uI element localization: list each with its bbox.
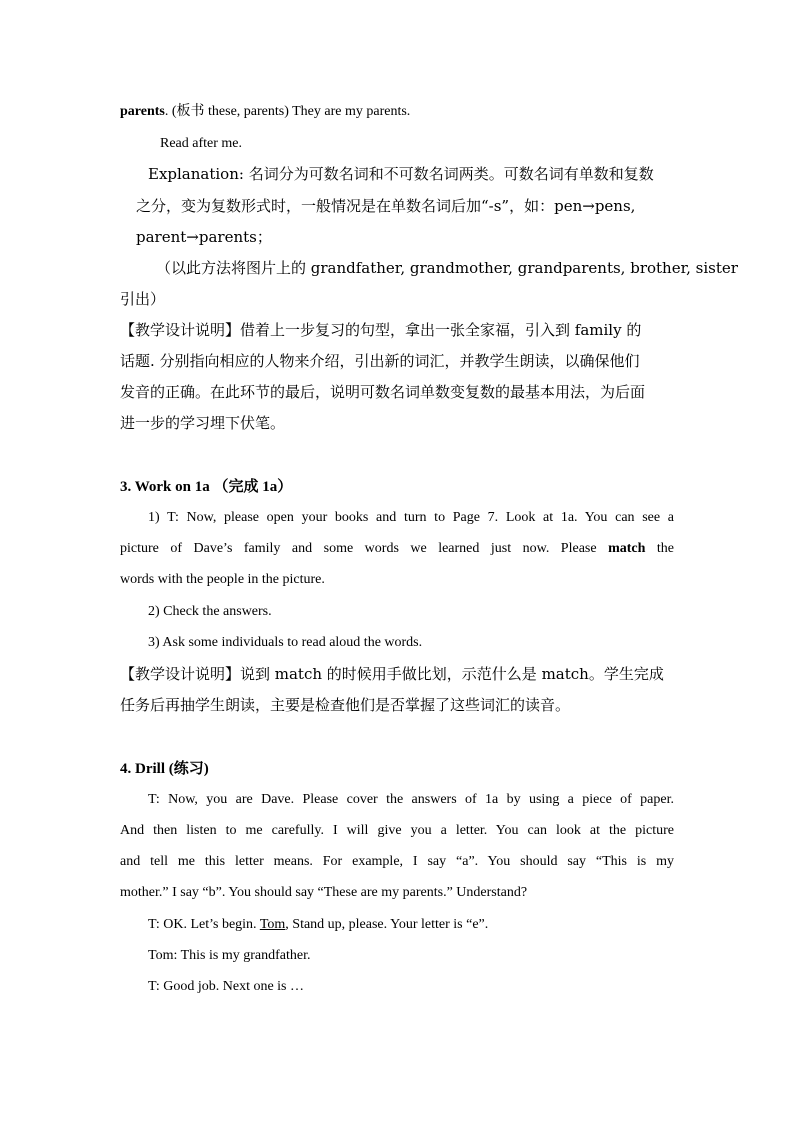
- bold-word: match: [608, 541, 646, 556]
- design-note-line: 发音的正确。在此环节的最后，说明可数名词单数变复数的最基本用法，为后面: [120, 383, 646, 401]
- paragraph-line: [148, 915, 488, 935]
- section-heading: 4. Drill (练习): [120, 761, 209, 777]
- paragraph-line: and tell me this letter means. For example, I say “a”. You should say “This is my: [120, 854, 674, 869]
- paragraph-line: （以此方法将图片上的 grandfather, grandmother, grandparents, brother, sister: [156, 259, 738, 277]
- design-note-line: 进一步的学习埋下伏笔。: [120, 414, 286, 432]
- line-text: picture of Dave’s family and some words we learned just now. Please: [120, 541, 609, 556]
- bold-word: parents: [120, 104, 165, 119]
- design-note-line: 【教学设计说明】说到 match 的时候用手做比划，示范什么是 match。学生完成: [120, 665, 664, 683]
- line-text: T: OK. Let’s begin.: [148, 917, 260, 932]
- paragraph-line: 3) Ask some individuals to read aloud the words.: [148, 635, 423, 650]
- section-heading: 3. Work on 1a （完成 1a）: [120, 479, 293, 495]
- line-text: the: [645, 541, 675, 556]
- paragraph-line: [120, 539, 674, 559]
- paragraph-line: Tom: This is my grandfather.: [148, 948, 311, 963]
- line-text: . (板书 these, parents) They are my parents.: [164, 104, 411, 119]
- design-note-line: 【教学设计说明】借着上一步复习的句型，拿出一张全家福，引入到 family 的: [120, 321, 642, 339]
- paragraph-line: Explanation: 名词分为可数名词和不可数名词两类。可数名词有单数和复数: [148, 165, 654, 183]
- paragraph-line: 之分，变为复数形式时，一般情况是在单数名词后加“-s”，如：pen→pens,: [136, 197, 636, 215]
- paragraph-line: T: Now, you are Dave. Please cover the answers of 1a by using a piece of paper.: [148, 792, 674, 807]
- paragraph-line: parent→parents；: [136, 228, 272, 246]
- underlined-name: Tom: [259, 917, 286, 932]
- paragraph-line: 1) T: Now, please open your books and turn to Page 7. Look at 1a. You can see a: [148, 510, 674, 525]
- paragraph-line: words with the people in the picture.: [120, 572, 325, 587]
- paragraph-line: And then listen to me carefully. I will give you a letter. You can look at the picture: [120, 823, 674, 838]
- paragraph-line: Read after me.: [160, 136, 243, 151]
- paragraph-line: [120, 102, 410, 122]
- paragraph-line: T: Good job. Next one is …: [148, 979, 305, 994]
- design-note-line: 话题. 分别指向相应的人物来介绍，引出新的词汇，并教学生朗读，以确保他们: [120, 352, 640, 370]
- paragraph-line: 引出）: [120, 290, 166, 308]
- paragraph-line: 2) Check the answers.: [148, 604, 272, 619]
- line-text: , Stand up, please. Your letter is “e”.: [285, 917, 489, 932]
- paragraph-line: mother.” I say “b”. You should say “These are my parents.” Understand?: [120, 885, 528, 900]
- design-note-line: 任务后再抽学生朗读，主要是检查他们是否掌握了这些词汇的读音。: [120, 696, 571, 714]
